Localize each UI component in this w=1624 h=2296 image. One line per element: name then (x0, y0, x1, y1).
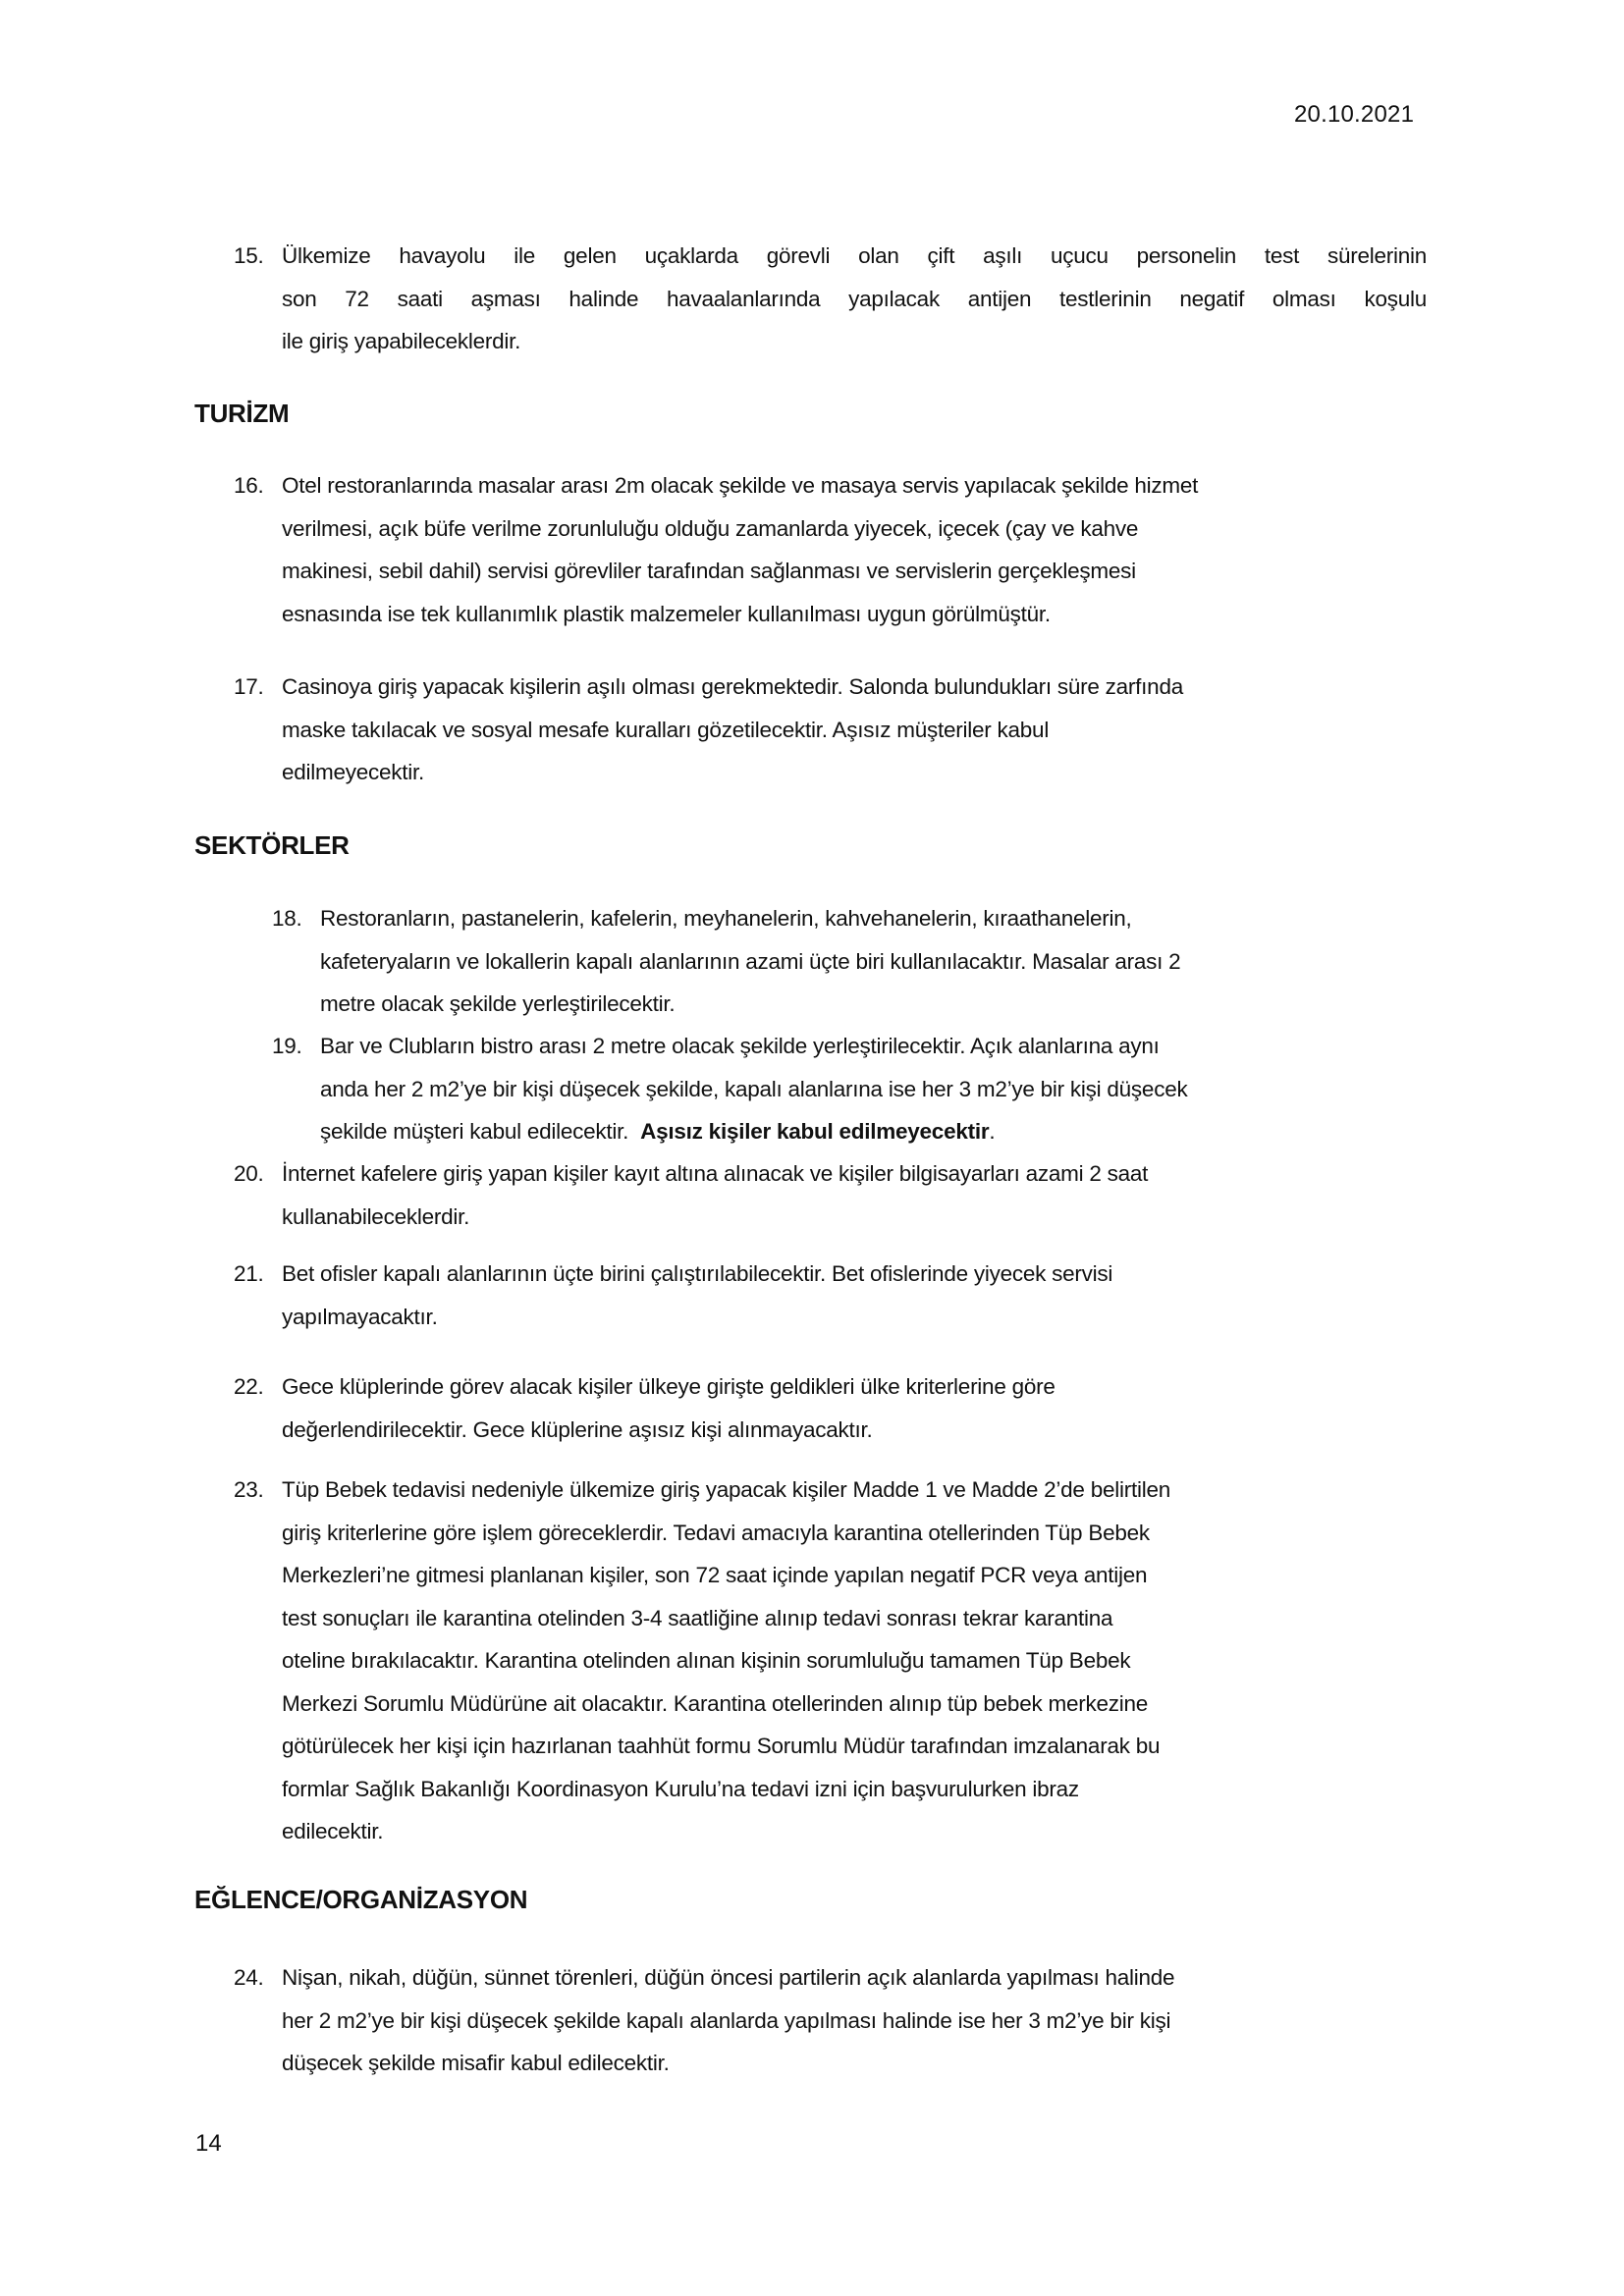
item-line: götürülecek her kişi için hazırlanan taahhüt formu Sorumlu Müdür tarafından imzalanarak bu (282, 1734, 1161, 1758)
item-line-mixed (320, 1110, 1187, 1153)
list-item-18 (272, 897, 1181, 1026)
item-line: kafeteryaların ve lokallerin kapalı alanlarının azami üçte biri kullanılacaktır. Masalar arası 2 (320, 948, 1181, 974)
item-line: formlar Sağlık Bakanlığı Koordinasyon Kurulu’na tedavi izni için başvurulurken ibraz (282, 1776, 1079, 1801)
list-item-19 (272, 1025, 1188, 1153)
item-number: 16. (234, 473, 264, 498)
item-text: . (989, 1119, 996, 1144)
item-line: değerlendirilecektir. Gece klüplerine aşısız kişi alınmayacaktır. (282, 1416, 873, 1442)
item-line: her 2 m2’ye bir kişi düşecek şekilde kapalı alanlarda yapılması halinde ise her 3 m2’ye bir kişi (282, 2007, 1171, 2033)
item-line: verilmesi, açık büfe verilme zorunluluğu olduğu zamanlarda yiyecek, içecek (çay ve kahve (282, 515, 1139, 541)
list-item-20 (234, 1152, 1149, 1238)
item-line: yapılmayacaktır. (282, 1304, 438, 1329)
list-item-16 (234, 464, 1199, 635)
item-line: düşecek şekilde misafir kabul edilecektir. (282, 2051, 670, 2075)
list-item-24 (234, 1956, 1175, 2085)
item-line: anda her 2 m2’ye bir kişi düşecek şekilde, kapalı alanlarına ise her 3 m2’ye bir kişi düşecek (320, 1076, 1188, 1101)
item-line: test sonuçları ile karantina otelinden 3-4 saatliğine alınıp tedavi sonrası tekrar karantina (282, 1605, 1113, 1630)
item-line: Restoranların, pastanelerin, kafelerin, meyhanelerin, kahvehanelerin, kıraathanelerin, (320, 906, 1132, 931)
item-number: 18. (272, 906, 302, 931)
item-line: İnternet kafelere giriş yapan kişiler kayıt altına alınacak ve kişiler bilgisayarları azami 2 saat (282, 1161, 1149, 1186)
item-line: edilecektir. (282, 1819, 384, 1843)
item-number: 24. (234, 1965, 264, 1990)
item-line: Nişan, nikah, düğün, sünnet törenleri, düğün öncesi partilerin açık alanlarda yapılması halinde (282, 1965, 1175, 1990)
item-line: kullanabileceklerdir. (282, 1203, 470, 1229)
section-heading-turizm: TURİZM (194, 399, 290, 428)
item-number: 17. (234, 674, 264, 699)
item-number: 20. (234, 1161, 264, 1186)
item-line: Gece klüplerinde görev alacak kişiler ülkeye girişte geldikleri ülke kriterlerine göre (282, 1374, 1056, 1399)
item-number: 19. (272, 1034, 302, 1058)
list-item-17 (234, 666, 1183, 794)
item-line: edilmeyecektir. (282, 760, 425, 784)
item-line: Merkezleri’ne gitmesi planlanan kişiler, son 72 saat içinde yapılan negatif PCR veya antijen (282, 1563, 1148, 1587)
item-number: 15. (234, 243, 264, 268)
item-line: Otel restoranlarında masalar arası 2m olacak şekilde ve masaya servis yapılacak şekilde hizmet (282, 473, 1199, 498)
item-line: Casinoya giriş yapacak kişilerin aşılı olması gerekmektedir. Salonda bulundukları süre zarfında (282, 674, 1183, 699)
item-line: Merkezi Sorumlu Müdürüne ait olacaktır. Karantina otellerinden alınıp tüp bebek merkezine (282, 1690, 1148, 1716)
item-line: maske takılacak ve sosyal mesafe kuralları gözetilecektir. Aşısız müşteriler kabul (282, 717, 1050, 742)
list-item-22 (234, 1365, 1056, 1451)
item-line: son 72 saati aşması halinde havaalanlarında yapılacak antijen testlerinin negatif olması koşulu (282, 286, 1427, 311)
emphasis-text: Aşısız kişiler kabul edilmeyecektir (640, 1119, 990, 1144)
item-line: ile giriş yapabileceklerdir. (282, 329, 521, 353)
list-item-15 (234, 235, 1427, 363)
list-item-23 (234, 1468, 1170, 1853)
item-line: giriş kriterlerine göre işlem göreceklerdir. Tedavi amacıyla karantina otellerinden Tüp Bebek (282, 1520, 1150, 1545)
document-date: 20.10.2021 (1294, 101, 1415, 128)
item-number: 22. (234, 1374, 264, 1399)
item-number: 23. (234, 1477, 264, 1502)
item-line: Bet ofisler kapalı alanlarının üçte birini çalıştırılabilecektir. Bet ofislerinde yiyecek servisi (282, 1261, 1113, 1286)
item-line: Ülkemize havayolu ile gelen uçaklarda görevli olan çift aşılı uçucu personelin test sürelerinin (282, 243, 1427, 268)
item-line: esnasında ise tek kullanımlık plastik malzemeler kullanılması uygun görülmüştür. (282, 601, 1051, 626)
item-number: 21. (234, 1261, 264, 1286)
item-line: makinesi, sebil dahil) servisi görevliler tarafından sağlanması ve servislerin gerçekleşmesi (282, 559, 1136, 583)
item-text: şekilde müşteri kabul edilecektir. (320, 1119, 641, 1144)
section-heading-sektorler: SEKTÖRLER (194, 830, 350, 860)
item-line: metre olacak şekilde yerleştirilecektir. (320, 991, 676, 1016)
item-line: Tüp Bebek tedavisi nedeniyle ülkemize giriş yapacak kişiler Madde 1 ve Madde 2’de belirtilen (282, 1477, 1170, 1502)
item-line: Bar ve Clubların bistro arası 2 metre olacak şekilde yerleştirilecektir. Açık alanlarına aynı (320, 1034, 1160, 1058)
item-line: oteline bırakılacaktır. Karantina otelinden alınan kişinin sorumluluğu tamamen Tüp Bebek (282, 1648, 1131, 1673)
page-number: 14 (195, 2130, 222, 2157)
section-heading-eglence-organizasyon: EĞLENCE/ORGANİZASYON (194, 1885, 528, 1914)
list-item-21 (234, 1253, 1113, 1338)
